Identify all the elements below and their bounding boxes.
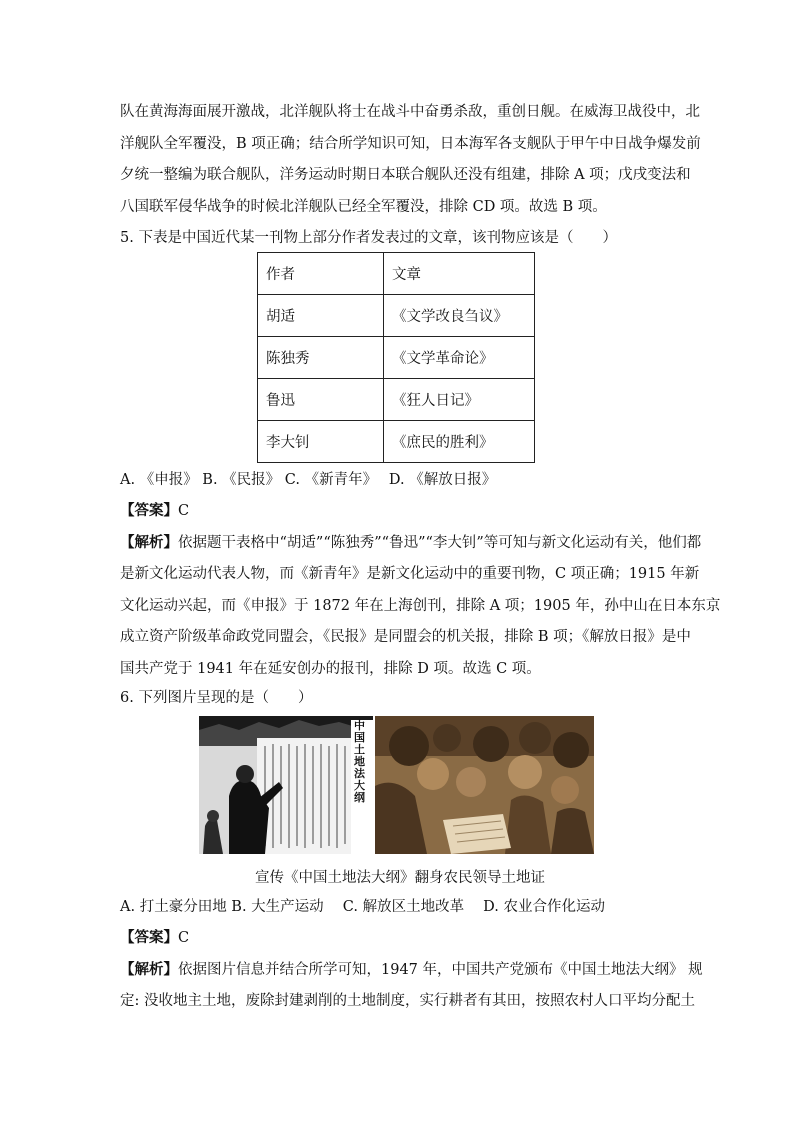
poster-title-text: 中国土地法大纲 [354,719,365,804]
table-header-cell: 文章 [384,253,535,295]
answer-label: 【答案】 [120,502,178,519]
peasants-land-certificate-photo [375,716,594,854]
question-5-stem: 5. 下表是中国近代某一刊物上部分作者发表过的文章，该刊物应该是（ ） [120,230,617,246]
question-5-options: A. 《申报》 B. 《民报》 C. 《新青年》 D. 《解放日报》 [120,472,497,488]
question-5-analysis-line [120,533,702,553]
authors-articles-table [257,252,535,463]
table-row [258,295,535,337]
question-5-analysis-line: 成立资产阶级革命政党同盟会，《民报》是同盟会的机关报，排除 B 项；《解放日报》是中 [120,629,691,645]
analysis-label: 【解析】 [120,534,178,551]
paragraph-line: 队在黄海海面展开激战，北洋舰队将士在战斗中奋勇杀敌，重创日舰。在威海卫战役中，北 [120,104,700,120]
question-5-analysis-line: 是新文化运动代表人物，而《新青年》是新文化运动中的重要刊物，C 项正确；1915 年新 [120,566,700,582]
table-row [258,379,535,421]
land-law-poster-photo [199,716,373,854]
table-cell: 《文学改良刍议》 [384,295,535,337]
answer-value: C [178,503,190,519]
table-row [258,337,535,379]
table-cell: 《狂人日记》 [384,379,535,421]
table-cell: 李大钊 [258,421,384,463]
table-header-row [258,253,535,295]
table-cell: 胡适 [258,295,384,337]
table-cell: 鲁迅 [258,379,384,421]
analysis-label: 【解析】 [120,961,178,978]
answer-label: 【答案】 [120,929,178,946]
question-5-analysis-line: 文化运动兴起，而《申报》于 1872 年在上海创刊，排除 A 项；1905 年，孙中山在日本东京 [120,598,721,614]
question-6-analysis-line: 定: 没收地主土地，废除封建剥削的土地制度，实行耕者有其田，按照农村人口平均分配土 [120,993,695,1009]
question-5-analysis-line: 国共产党于 1941 年在延安创办的报刊，排除 D 项。故选 C 项。 [120,661,541,677]
paragraph-line: 夕统一整编为联合舰队，洋务运动时期日本联合舰队还没有组建，排除 A 项；戊戌变法和 [120,167,691,183]
paragraph-line: 八国联军侵华战争的时候北洋舰队已经全军覆没，排除 CD 项。故选 B 项。 [120,199,607,215]
photo-caption: 宣传《中国土地法大纲》翻身农民领导土地证 [255,870,545,886]
paragraph-line: 洋舰队全军覆没，B 项正确；结合所学知识可知，日本海军各支舰队于甲午中日战争爆发前 [120,136,701,152]
question-6-options: A. 打土豪分田地 B. 大生产运动 C. 解放区土地改革 D. 农业合作化运动 [120,899,606,915]
question-6-answer [120,928,680,948]
table-header-cell: 作者 [258,253,384,295]
table-cell: 陈独秀 [258,337,384,379]
analysis-text: 依据图片信息并结合所学可知，1947 年，中国共产党颁布《中国土地法大纲》 规 [178,962,703,978]
table-cell: 《文学革命论》 [384,337,535,379]
table-cell: 《庶民的胜利》 [384,421,535,463]
answer-value: C [178,930,190,946]
analysis-text: 依据题干表格中“胡适”“陈独秀”“鲁迅”“李大钊”等可知与新文化运动有关，他们都 [178,535,702,551]
question-5-answer [120,501,680,521]
table-row [258,421,535,463]
question-6-stem: 6. 下列图片呈现的是（ ） [120,690,313,706]
question-6-analysis-line [120,960,703,980]
